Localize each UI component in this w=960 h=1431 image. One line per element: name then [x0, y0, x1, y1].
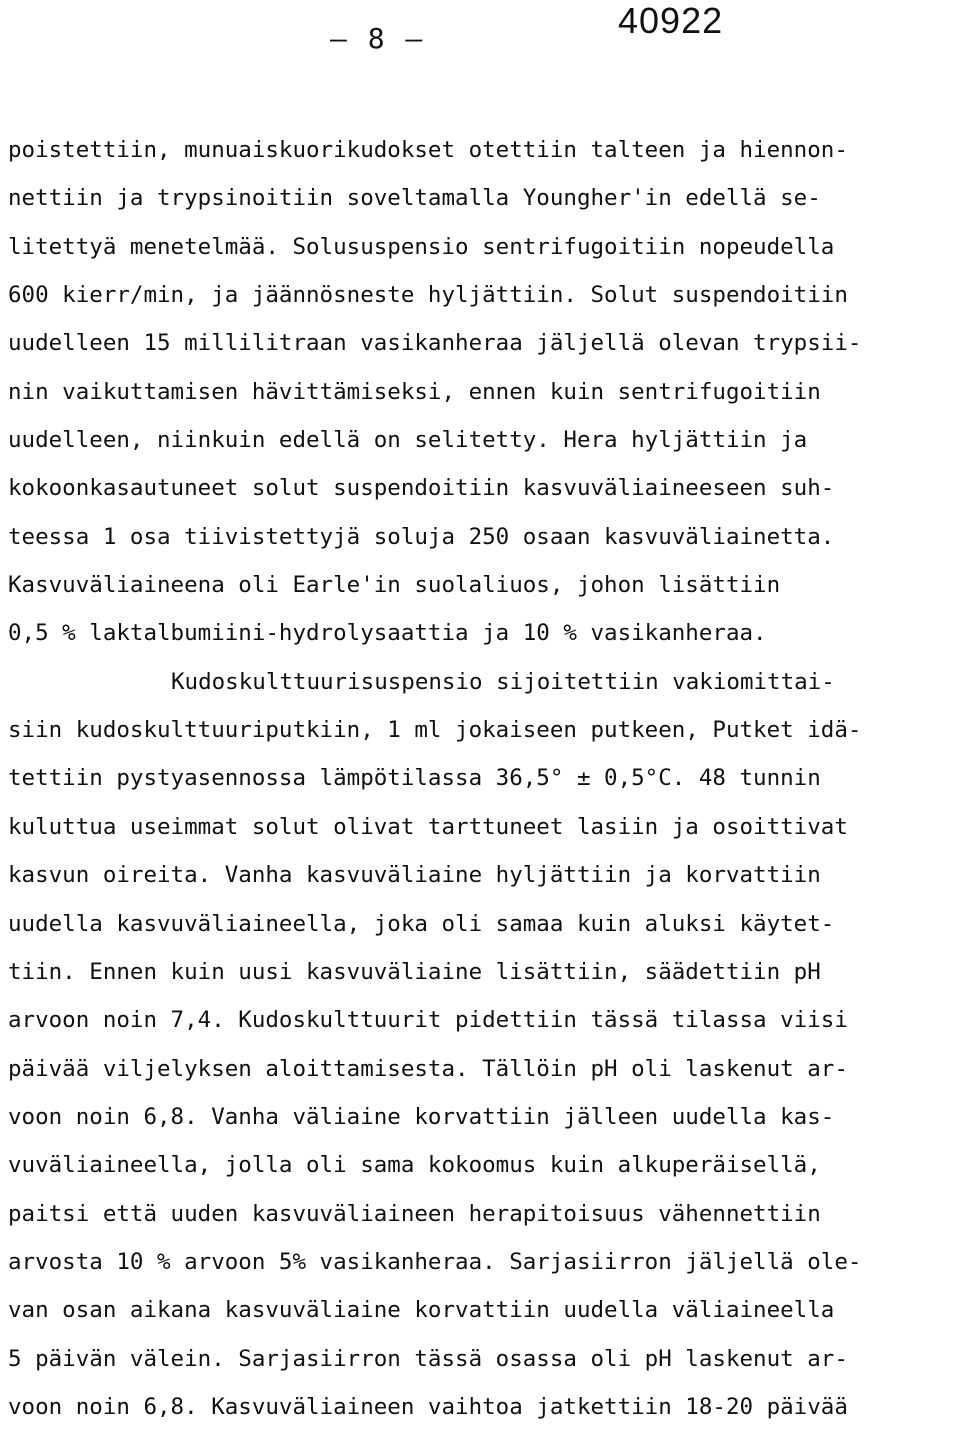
paragraph-start-line: Kudoskulttuurisuspensio sijoitettiin vakiomittai-: [171, 668, 835, 695]
document-number: 40922: [618, 0, 724, 41]
text-line: arvosta 10 % arvoon 5% vasikanheraa. Sarjasiirron jäljellä ole-: [8, 1248, 862, 1275]
text-line: litettyä menetelmää. Solususpensio sentrifugoitiin nopeudella: [8, 233, 835, 260]
text-line: päivää viljelyksen aloittamisesta. Tällöin pH oli laskenut ar-: [8, 1055, 848, 1082]
text-line: paitsi että uuden kasvuväliaineen herapitoisuus vähennettiin: [8, 1200, 821, 1227]
text-line: voon noin 6,8. Kasvuväliaineen vaihtoa jatkettiin 18-20 päivää: [8, 1393, 848, 1420]
text-line: siin kudoskulttuuriputkiin, 1 ml jokaiseen putkeen, Putket idä-: [8, 717, 862, 744]
text-line: kuluttua useimmat solut olivat tarttuneet lasiin ja osoittivat: [8, 813, 848, 840]
text-line: 0,5 % laktalbumiini-hydrolysaattia ja 10 % vasikanheraa.: [8, 620, 767, 647]
text-line: 5 päivän välein. Sarjasiirron tässä osassa oli pH laskenut ar-: [8, 1345, 848, 1372]
text-line: vuväliaineella, jolla oli sama kokoomus kuin alkuperäisellä,: [8, 1152, 821, 1179]
text-line: tettiin pystyasennossa lämpötilassa 36,5° ± 0,5°C. 48 tunnin: [8, 765, 821, 792]
body-text: [8, 126, 954, 1431]
text-line: kokoonkasautuneet solut suspendoitiin kasvuväliaineeseen suh-: [8, 475, 835, 502]
text-line: 600 kierr/min, ja jäännösneste hyljättiin. Solut suspendoitiin: [8, 282, 848, 309]
text-line: van osan aikana kasvuväliaine korvattiin uudella väliaineella: [8, 1297, 835, 1324]
text-line: uudelleen 15 millilitraan vasikanheraa jäljellä olevan trypsii-: [8, 330, 862, 357]
text-line: voon noin 6,8. Vanha väliaine korvattiin jälleen uudella kas-: [8, 1103, 835, 1130]
text-line: nin vaikuttamisen hävittämiseksi, ennen kuin sentrifugoitiin: [8, 378, 821, 405]
text-line: uudelleen, niinkuin edellä on selitetty. Hera hyljättiin ja: [8, 427, 808, 454]
text-line: poistettiin, munuaiskuorikudokset otettiin talteen ja hiennon-: [8, 137, 848, 163]
text-line: teessa 1 osa tiivistettyjä soluja 250 osaan kasvuväliainetta.: [8, 523, 835, 550]
text-line: kasvun oireita. Vanha kasvuväliaine hyljättiin ja korvattiin: [8, 862, 821, 889]
text-line: tiin. Ennen kuin uusi kasvuväliaine lisättiin, säädettiin pH: [8, 958, 821, 985]
text-line: Kasvuväliaineena oli Earle'in suolaliuos, johon lisättiin: [8, 572, 781, 599]
text-line: arvoon noin 7,4. Kudoskulttuurit pidettiin tässä tilassa viisi: [8, 1007, 848, 1034]
text-line: uudella kasvuväliaineella, joka oli samaa kuin aluksi käytet-: [8, 910, 835, 937]
text-line: nettiin ja trypsinoitiin soveltamalla Youngher'in edellä se-: [8, 185, 821, 212]
page-number: – 8 –: [330, 22, 425, 55]
